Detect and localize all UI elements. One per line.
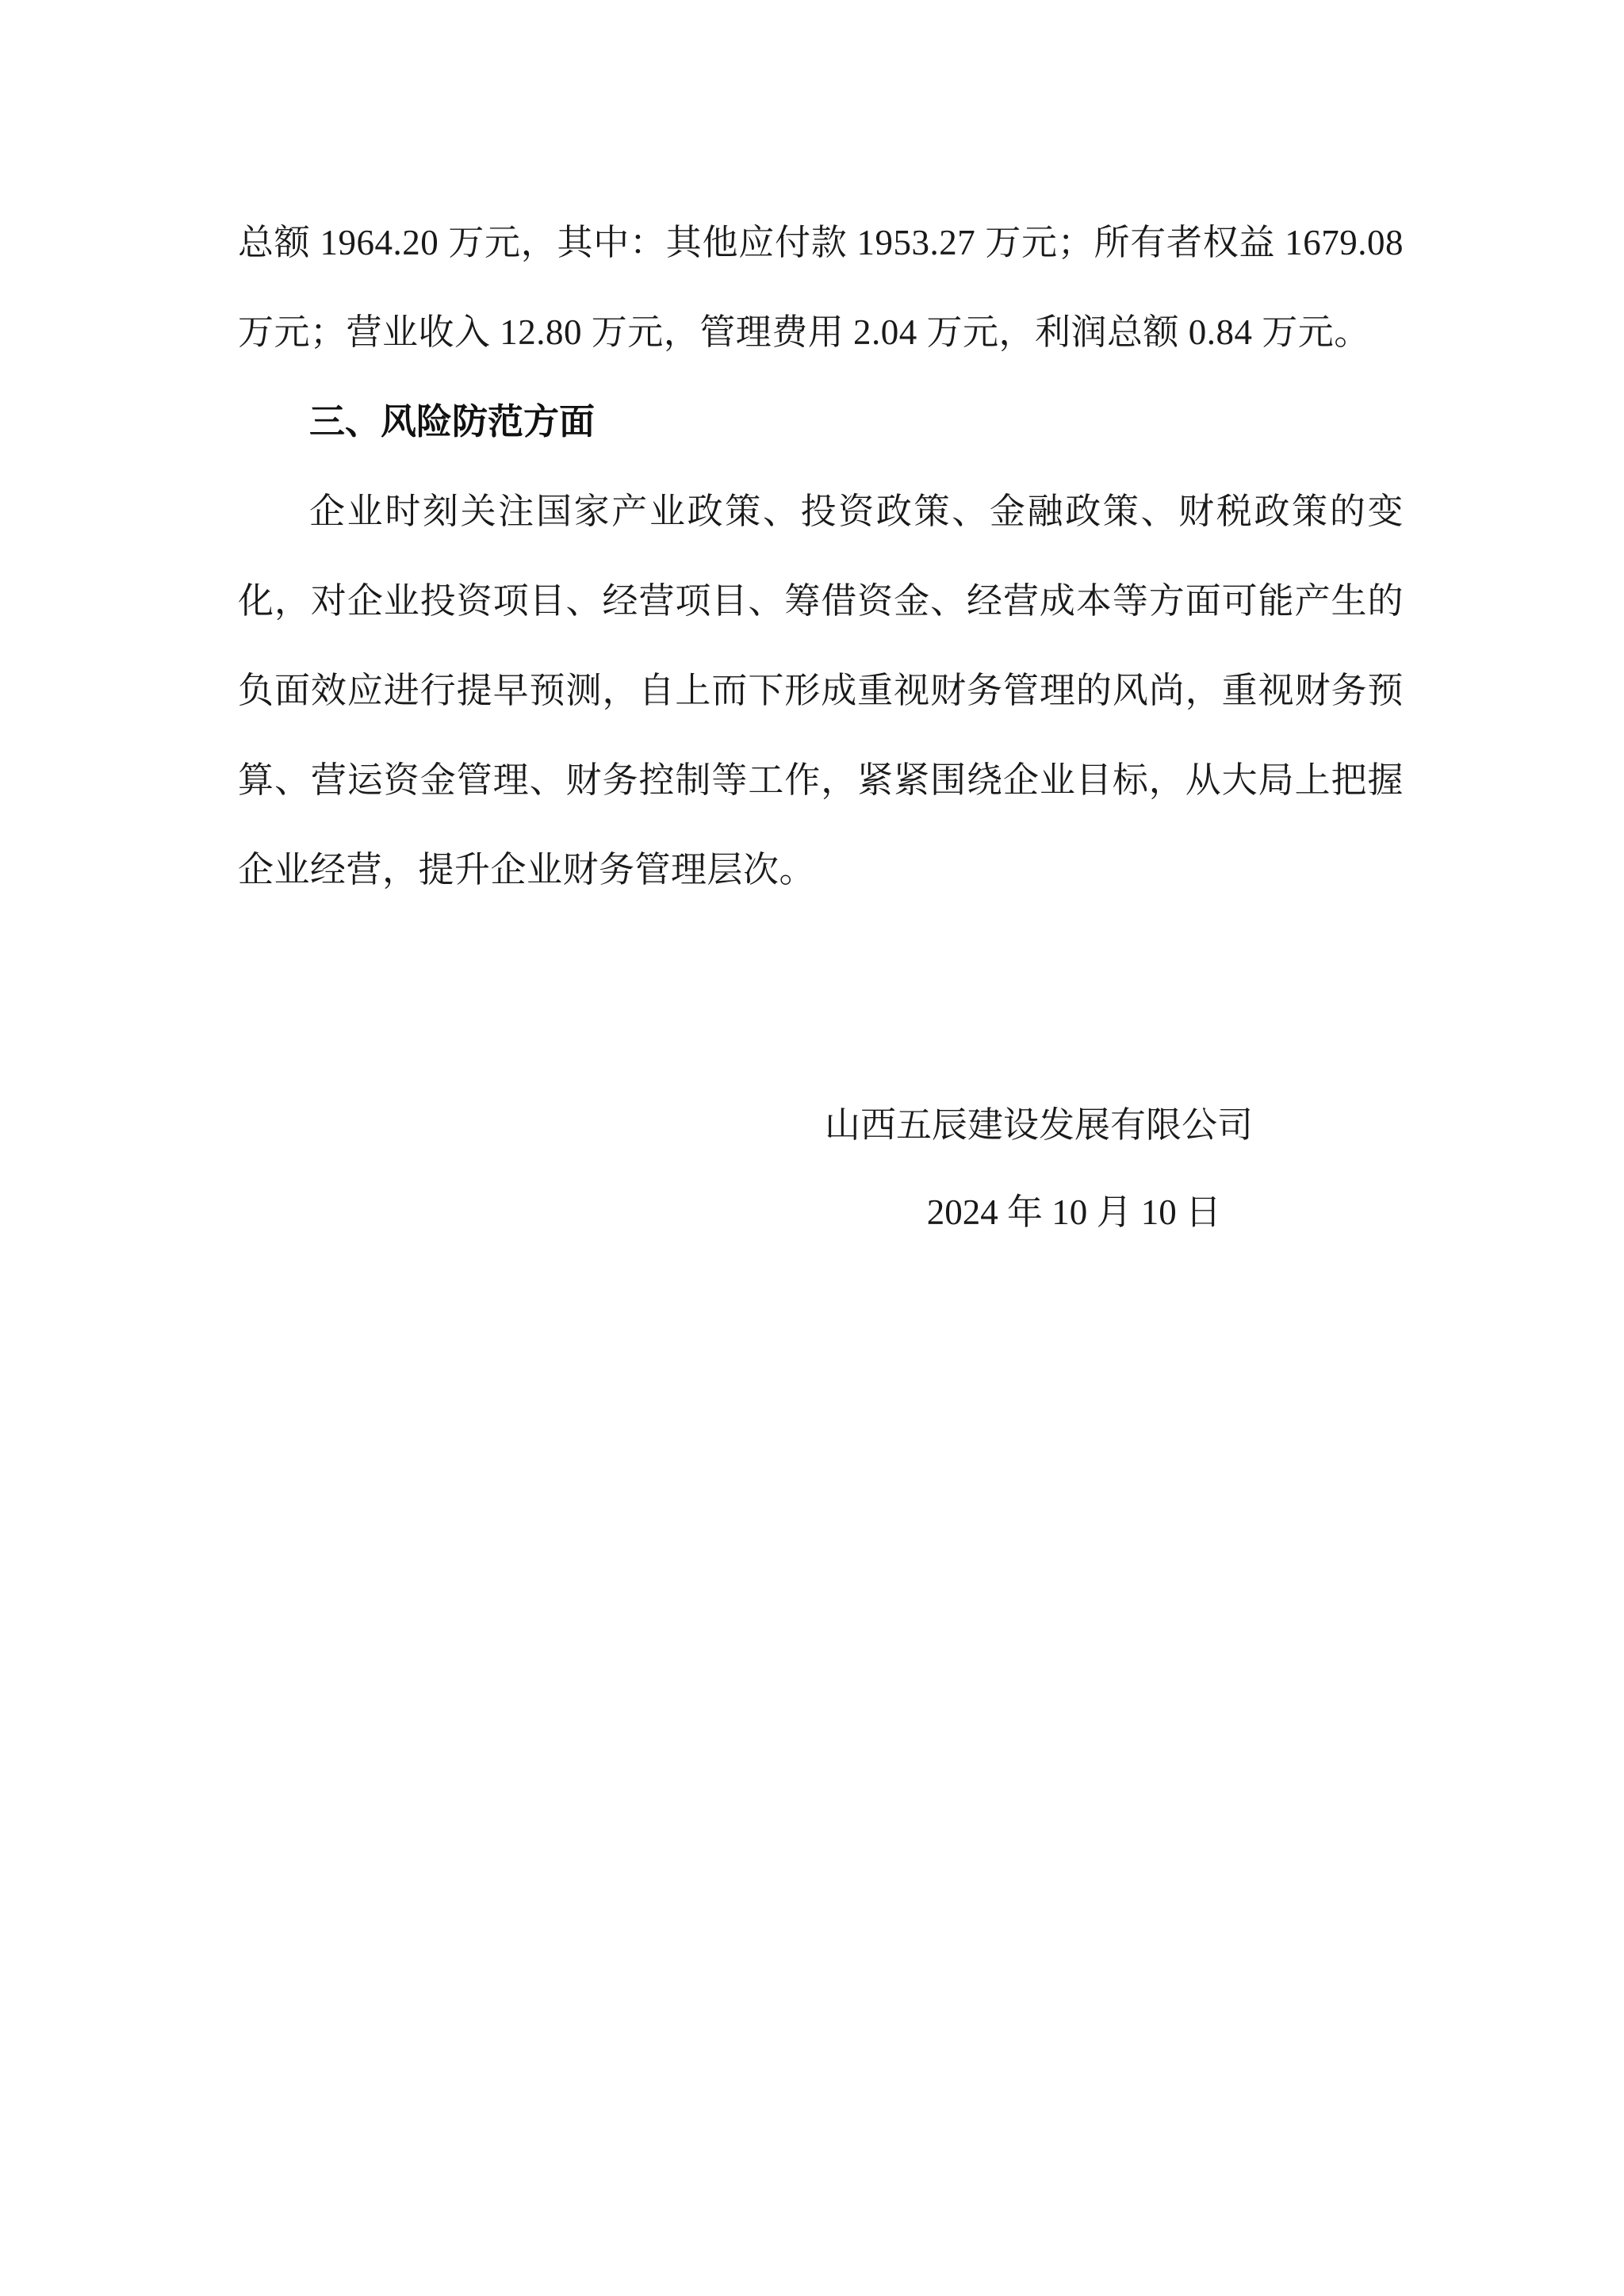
section-heading-risk-prevention: 三、风险防范方面	[309, 402, 596, 442]
paragraph-financial-summary: 总额 1964.20 万元，其中：其他应付款 1953.27 万元；所有者权益 1679.08 万元；营业收入 12.80 万元，管理费用 2.04 万元，利润总额 0.84 万元。	[238, 223, 1404, 352]
paragraph-risk-prevention: 企业时刻关注国家产业政策、投资政策、金融政策、财税政策的变化，对企业投资项目、经营项目、筹借资金、经营成本等方面可能产生的负面效应进行提早预测，自上而下形成重视财务管理的风尚，重视财务预算、营运资金管理、财务控制等工作，紧紧围绕企业目标，从大局上把握企业经营，提升企业财务管理层次。	[238, 492, 1404, 890]
vertical-spacer	[238, 915, 1404, 1081]
signature-company-name: 山西五辰建设发展有限公司	[824, 1105, 1253, 1145]
signature-date: 2024 年 10 月 10 日	[926, 1192, 1221, 1232]
document-body	[238, 198, 1404, 1256]
signature-block	[238, 1081, 1404, 1256]
